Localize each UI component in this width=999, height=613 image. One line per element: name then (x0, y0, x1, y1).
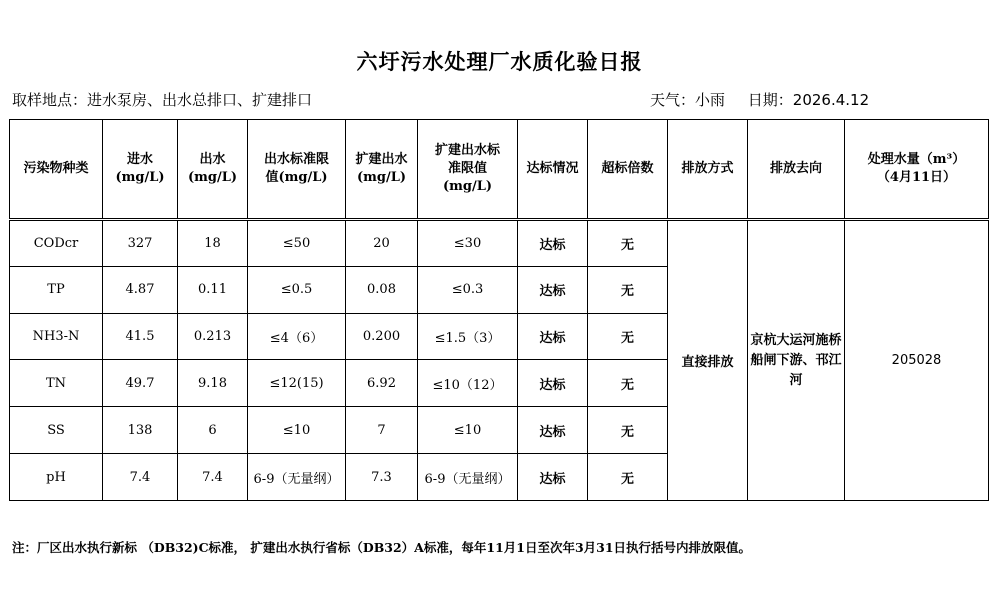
cell-expansion-effluent: 0.200 (346, 313, 418, 360)
cell-influent: 4.87 (103, 266, 178, 313)
header-flow: 处理水量（m³） （4月11日） (845, 120, 989, 220)
cell-pollutant: TP (10, 266, 103, 313)
cell-effluent-limit: ≤10 (248, 407, 346, 454)
header-exceed-times: 超标倍数 (588, 120, 668, 220)
cell-influent: 49.7 (103, 360, 178, 407)
cell-pollutant: pH (10, 454, 103, 501)
cell-expansion-limit: 6-9（无量纲） (418, 454, 518, 501)
header-effluent: 出水 (mg/L) (178, 120, 248, 220)
cell-expansion-effluent: 6.92 (346, 360, 418, 407)
cell-compliance: 达标 (518, 266, 588, 313)
cell-expansion-limit: ≤10（12） (418, 360, 518, 407)
report-date: 日期：2026.4.12 (747, 91, 870, 109)
cell-expansion-limit: ≤0.3 (418, 266, 518, 313)
header-effluent-limit: 出水标准限 值(mg/L) (248, 120, 346, 220)
cell-effluent: 9.18 (178, 360, 248, 407)
header-compliance: 达标情况 (518, 120, 588, 220)
cell-expansion-effluent: 7 (346, 407, 418, 454)
cell-exceed: 无 (588, 266, 668, 313)
cell-influent: 327 (103, 220, 178, 267)
cell-exceed: 无 (588, 407, 668, 454)
page-title: 六圩污水处理厂水质化验日报 (356, 49, 643, 74)
cell-effluent: 18 (178, 220, 248, 267)
cell-expansion-limit: ≤30 (418, 220, 518, 267)
weather-date (650, 89, 887, 110)
cell-effluent-limit: ≤50 (248, 220, 346, 267)
cell-expansion-effluent: 20 (346, 220, 418, 267)
cell-discharge-method: 直接排放 (668, 220, 748, 501)
sampling-location: 取样地点：进水泵房、出水总排口、扩建排口 (12, 91, 313, 109)
cell-compliance: 达标 (518, 454, 588, 501)
cell-expansion-effluent: 7.3 (346, 454, 418, 501)
footnote: 注：厂区出水执行新标 （DB32)C标准， 扩建出水执行省标（DB32）A标准，每年11月1日至次年3月31日执行括号内排放限值。 (12, 540, 752, 555)
cell-pollutant: SS (10, 407, 103, 454)
cell-compliance: 达标 (518, 313, 588, 360)
header-expansion-limit: 扩建出水标 准限值 (mg/L) (418, 120, 518, 220)
cell-effluent-limit: ≤4（6） (248, 313, 346, 360)
header-discharge-method: 排放方式 (668, 120, 748, 220)
water-quality-table (9, 119, 989, 501)
cell-expansion-limit: ≤10 (418, 407, 518, 454)
cell-effluent: 6 (178, 407, 248, 454)
header-expansion-effluent: 扩建出水 (mg/L) (346, 120, 418, 220)
header-discharge-dest: 排放去向 (748, 120, 845, 220)
cell-expansion-limit: ≤1.5（3） (418, 313, 518, 360)
header-row (10, 120, 989, 220)
header-pollutant: 污染物种类 (10, 120, 103, 220)
cell-compliance: 达标 (518, 360, 588, 407)
cell-expansion-effluent: 0.08 (346, 266, 418, 313)
weather: 天气：小雨 (650, 91, 726, 109)
cell-influent: 138 (103, 407, 178, 454)
cell-effluent-limit: 6-9（无量纲） (248, 454, 346, 501)
cell-pollutant: TN (10, 360, 103, 407)
cell-influent: 7.4 (103, 454, 178, 501)
cell-influent: 41.5 (103, 313, 178, 360)
cell-effluent-limit: ≤0.5 (248, 266, 346, 313)
header-influent: 进水 (mg/L) (103, 120, 178, 220)
cell-exceed: 无 (588, 313, 668, 360)
cell-effluent-limit: ≤12(15) (248, 360, 346, 407)
table-row (10, 220, 989, 267)
cell-effluent: 0.11 (178, 266, 248, 313)
cell-flow-value: 205028 (845, 220, 989, 501)
cell-compliance: 达标 (518, 407, 588, 454)
cell-exceed: 无 (588, 360, 668, 407)
cell-exceed: 无 (588, 220, 668, 267)
cell-effluent: 0.213 (178, 313, 248, 360)
cell-pollutant: CODcr (10, 220, 103, 267)
cell-pollutant: NH3-N (10, 313, 103, 360)
cell-exceed: 无 (588, 454, 668, 501)
cell-effluent: 7.4 (178, 454, 248, 501)
cell-discharge-dest: 京杭大运河施桥船闸下游、邗江河 (748, 220, 845, 501)
cell-compliance: 达标 (518, 220, 588, 267)
